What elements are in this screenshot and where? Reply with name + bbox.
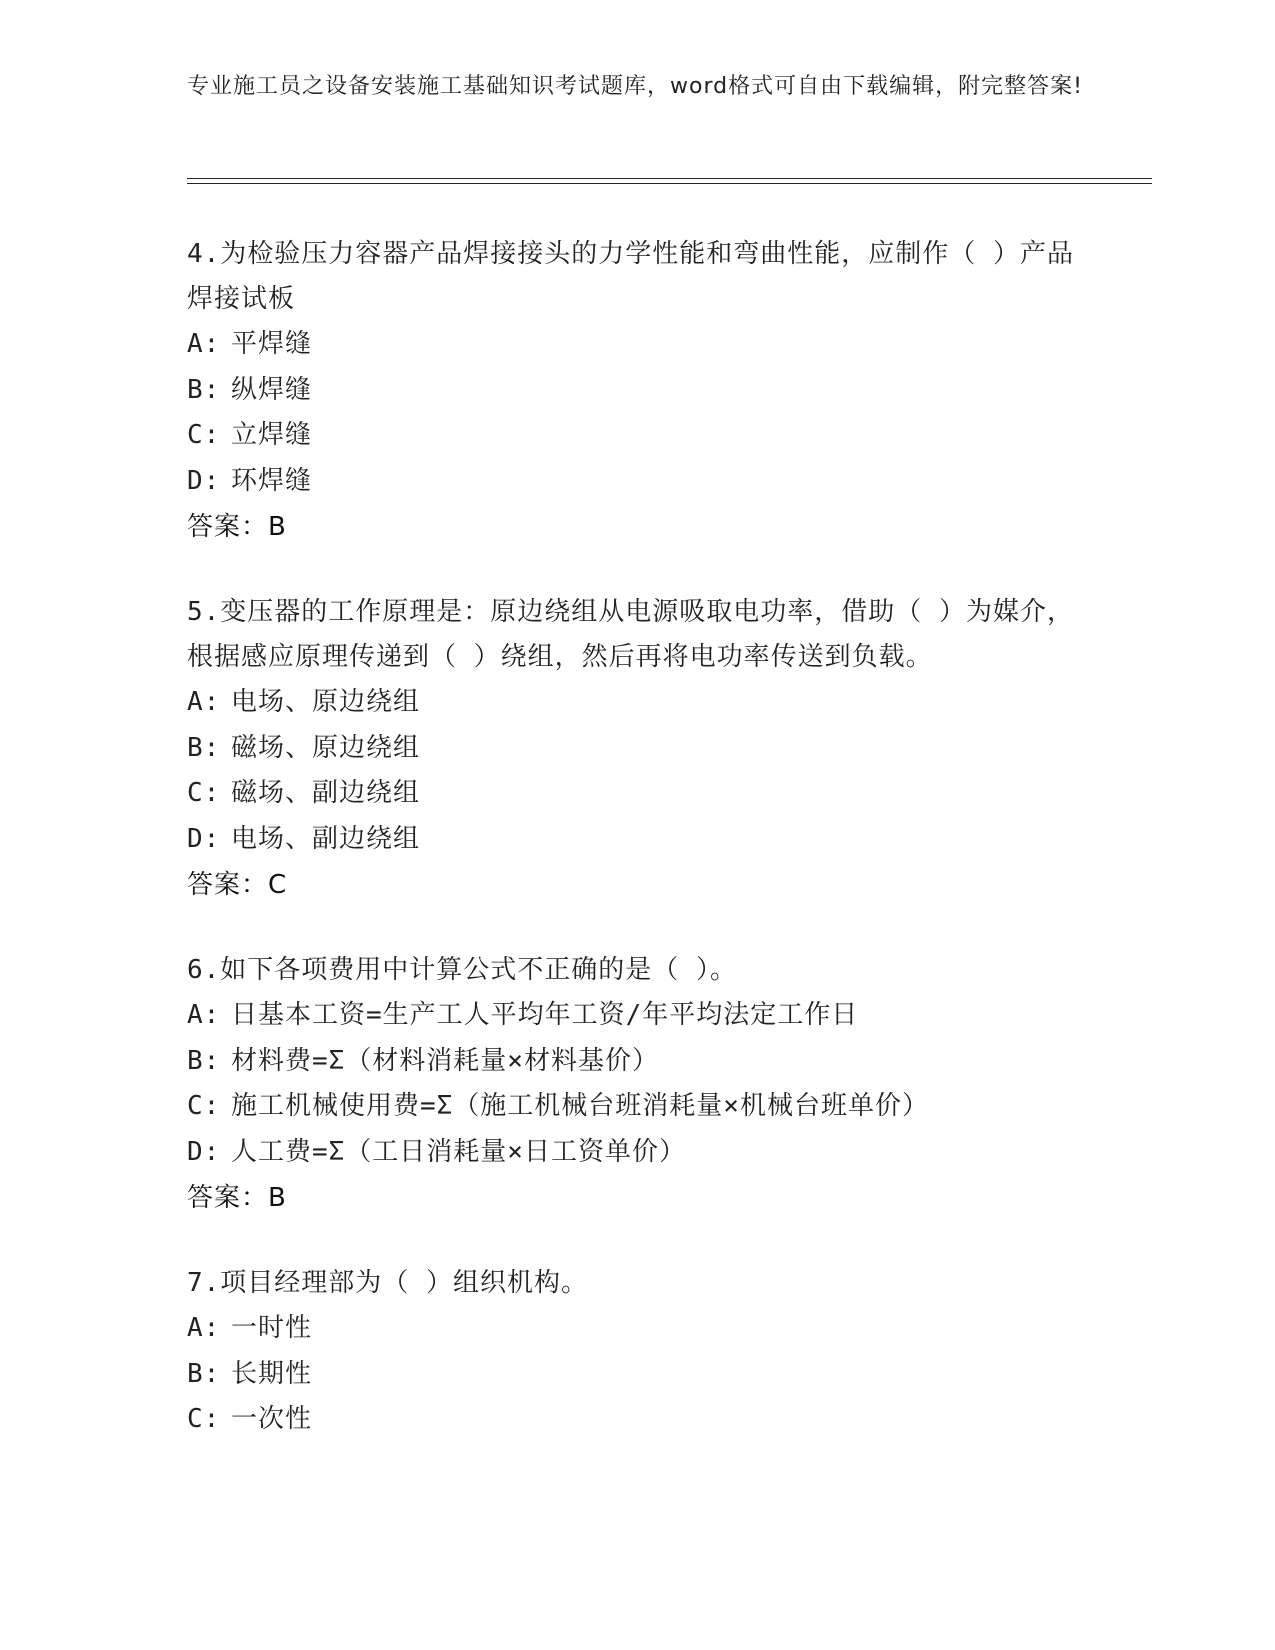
- question-stem: 4.为检验压力容器产品焊接接头的力学性能和弯曲性能，应制作（ ）产品焊接试板: [187, 239, 1074, 314]
- option-text: 一时性: [231, 1313, 313, 1343]
- option-text: 施工机械使用费=Σ（施工机械台班消耗量×机械台班单价）: [231, 1091, 929, 1121]
- option-label: D:: [187, 1136, 221, 1167]
- option-label: D:: [187, 465, 221, 496]
- option-label: A:: [187, 1313, 221, 1343]
- question-5: [187, 590, 1087, 908]
- document-header: 专业施工员之设备安装施工基础知识考试题库，word格式可自由下载编辑，附完整答案!: [187, 74, 1083, 99]
- option-a: [187, 322, 1087, 368]
- answer-line: 答案：B: [187, 512, 287, 542]
- option-text: 一次性: [231, 1404, 313, 1434]
- option-label: A:: [187, 687, 221, 717]
- option-text: 纵焊缝: [231, 374, 313, 405]
- question-stem: 5.变压器的工作原理是：原边绕组从电源吸取电功率，借助（ ）为媒介，根据感应原理传递到（ ）绕组，然后再将电功率传送到负载。: [187, 597, 1074, 672]
- option-b: [187, 1352, 1087, 1398]
- option-text: 材料费=Σ（材料消耗量×材料基价）: [231, 1045, 659, 1076]
- option-d: [187, 1130, 1087, 1176]
- option-label: B:: [187, 1358, 221, 1389]
- answer-line: 答案：B: [187, 1183, 287, 1213]
- question-list: [187, 232, 1087, 1483]
- option-b: [187, 726, 1087, 772]
- option-label: A:: [187, 1000, 221, 1030]
- question-7: [187, 1261, 1087, 1443]
- option-b: [187, 368, 1087, 414]
- option-text: 环焊缝: [231, 465, 313, 496]
- option-label: B:: [187, 732, 221, 763]
- header-divider-bottom: [187, 183, 1152, 184]
- option-c: [187, 413, 1087, 459]
- option-text: 电场、原边绕组: [231, 687, 421, 717]
- option-label: A:: [187, 329, 221, 359]
- option-text: 磁场、原边绕组: [231, 732, 421, 763]
- option-text: 平焊缝: [231, 329, 313, 359]
- question-stem: 6.如下各项费用中计算公式不正确的是（ ）。: [187, 955, 737, 985]
- option-a: [187, 993, 1087, 1039]
- option-text: 磁场、副边绕组: [231, 778, 421, 808]
- answer-line: 答案：C: [187, 870, 288, 900]
- question-stem: 7.项目经理部为（ ）组织机构。: [187, 1268, 588, 1298]
- option-c: [187, 1084, 1087, 1130]
- option-label: C:: [187, 1091, 221, 1121]
- option-a: [187, 680, 1087, 726]
- question-4: [187, 232, 1087, 550]
- option-label: D:: [187, 823, 221, 854]
- option-label: C:: [187, 778, 221, 808]
- option-text: 长期性: [231, 1358, 313, 1389]
- option-d: [187, 817, 1087, 863]
- option-text: 日基本工资=生产工人平均年工资/年平均法定工作日: [231, 1000, 859, 1030]
- option-text: 立焊缝: [231, 420, 313, 450]
- option-c: [187, 771, 1087, 817]
- option-text: 电场、副边绕组: [231, 823, 421, 854]
- option-label: C:: [187, 420, 221, 450]
- option-d: [187, 459, 1087, 505]
- option-label: C:: [187, 1404, 221, 1434]
- option-text: 人工费=Σ（工日消耗量×日工资单价）: [231, 1136, 686, 1167]
- header-divider-top: [187, 178, 1152, 179]
- option-label: B:: [187, 1045, 221, 1076]
- option-c: [187, 1397, 1087, 1443]
- option-label: B:: [187, 374, 221, 405]
- option-a: [187, 1306, 1087, 1352]
- question-6: [187, 948, 1087, 1221]
- option-b: [187, 1039, 1087, 1085]
